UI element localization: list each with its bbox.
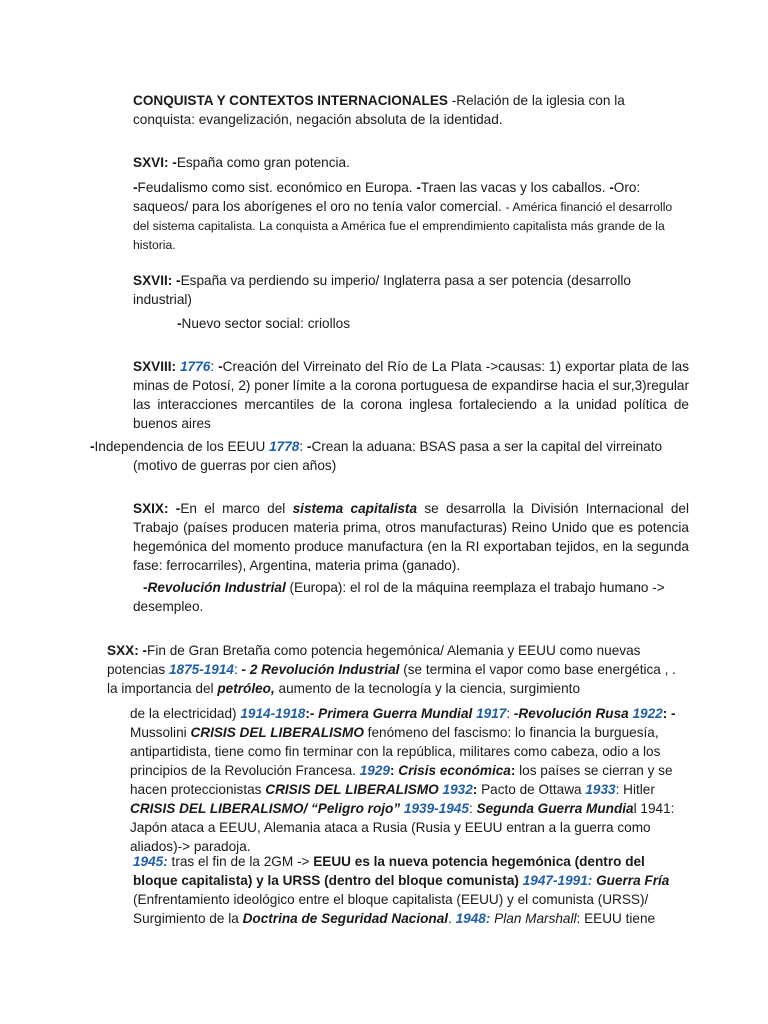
year-1922: 1922	[632, 706, 663, 721]
paragraph-guerras: de la electricidad) 1914-1918:- Primera Guerra Mundial 1917: -Revolución Rusa 1922: - Mussolini CRISIS DEL LIBERALISMO fenómeno del fascismo: lo financia la burguesía, antipartidista, tiene como fin terminar con la república, militares como cabeza, odio a los principios de la Revolución Francesa. 1929: Crisis económica: los países se cierran y se hacen proteccionistas CRISIS DEL LIBERALISMO 1932: Pacto de Ottawa 1933: Hitler CRISIS DEL LIBERALISMO/ “Peligro rojo” 1939-1945: Segunda Guerra Mundial 1941: Japón ataca a EEUU, Alemania ataca a Rusia (Rusia y EEUU entran a la guerra como aliados)-> paradoja.	[130, 706, 676, 854]
label-sxvii: SXVII: -	[133, 273, 181, 288]
paragraph-criollos: -Nuevo sector social: criollos	[177, 316, 351, 331]
paragraph-sxvii: SXVII: -España va perdiendo su imperio/ Inglaterra pasa a ser potencia (desarrollo industrial)	[133, 273, 631, 307]
year-1933: 1933	[585, 782, 616, 797]
paragraph-1945: 1945: tras el fin de la 2GM -> EEUU es la nueva potencia hegemónica (dentro del bloque capitalista) y la URSS (dentro del bloque comunista) 1947-1991: Guerra Fría (Enfrentamiento ideológico entre el bloque capitalista (EEUU) y el comunista (URSS)/ Surgimiento de la Doctrina de Seguridad Nacional. 1948: Plan Marshall: EEUU tiene	[133, 854, 670, 926]
paragraph-sxvi: SXVI: -España como gran potencia.	[133, 155, 350, 170]
year-1939-1945: 1939-1945	[403, 801, 469, 816]
heading-conquista: CONQUISTA Y CONTEXTOS INTERNACIONALES	[133, 93, 448, 108]
label-sxix: SXIX: -	[133, 501, 181, 516]
paragraph-sxix: SXIX: -En el marco del sistema capitalista se desarrolla la División Internacional del Trabajo (países producen materia prima, otros manufacturas) Reino Unido que es potencia hegemónica del momento produce manufactura (en la RI exportaban tejidos, en la segunda fase: ferrocarriles), Argentina, materia prima (ganado).	[133, 501, 689, 573]
paragraph-sxx: SXX: -Fin de Gran Bretaña como potencia hegemónica/ Alemania y EEUU como nuevas potencias 1875-1914: - 2 Revolución Industrial (se termina el vapor como base energética , . la importancia del petróleo, aumento de la tecnología y la ciencia, surgimiento	[107, 643, 676, 696]
year-1914-1918: 1914-1918	[240, 706, 306, 721]
paragraph-revolucion-industrial: -Revolución Industrial (Europa): el rol de la máquina reemplaza el trabajo humano -> desempleo.	[133, 580, 665, 614]
paragraph-sxvi-details: -Feudalismo como sist. económico en Europa. -Traen las vacas y los caballos. -Oro: saqueos/ para los aborígenes el oro no tenía valor comercial. - América financió el desarrollo del sistema capitalista. La conquista a América fue el emprendimiento capitalista más grande de la historia.	[133, 180, 673, 252]
year-1947-1991: 1947-1991:	[522, 873, 593, 888]
year-1776: 1776	[180, 359, 211, 374]
label-sxviii: SXVIII:	[133, 359, 181, 374]
year-1778: 1778	[269, 439, 300, 454]
label-sxx: SXX: -	[107, 643, 148, 658]
year-1917: 1917	[476, 706, 507, 721]
paragraph-sxviii: SXVIII: 1776: -Creación del Virreinato del Río de La Plata ->causas: 1) exportar plata de las minas de Potosí, 2) poner límite a la corona portuguesa de expandirse hacia el sur,3)regular las interacciones mercantiles de la corona inglesa fortaleciendo a la unidad política de buenos aires	[133, 359, 689, 431]
note-america: - América financió el desarrollo del sistema capitalista. La conquista a América fue el emprendimiento capitalista más grande de la historia.	[133, 200, 673, 252]
year-1875-1914: 1875-1914	[168, 662, 234, 677]
year-1929: 1929	[359, 763, 390, 778]
year-1945: 1945:	[133, 854, 168, 869]
paragraph-independencia: -Independencia de los EEUU 1778: -Crean la aduana: BSAS pasa a ser la capital del virreinato (motivo de guerras por cien años)	[90, 439, 663, 473]
year-1948: 1948:	[455, 911, 491, 926]
year-1932: 1932	[442, 782, 473, 797]
paragraph-conquista: CONQUISTA Y CONTEXTOS INTERNACIONALES -Relación de la iglesia con la conquista: evangelización, negación absoluta de la identidad.	[133, 93, 625, 127]
label-sxvi: SXVI: -	[133, 155, 177, 170]
